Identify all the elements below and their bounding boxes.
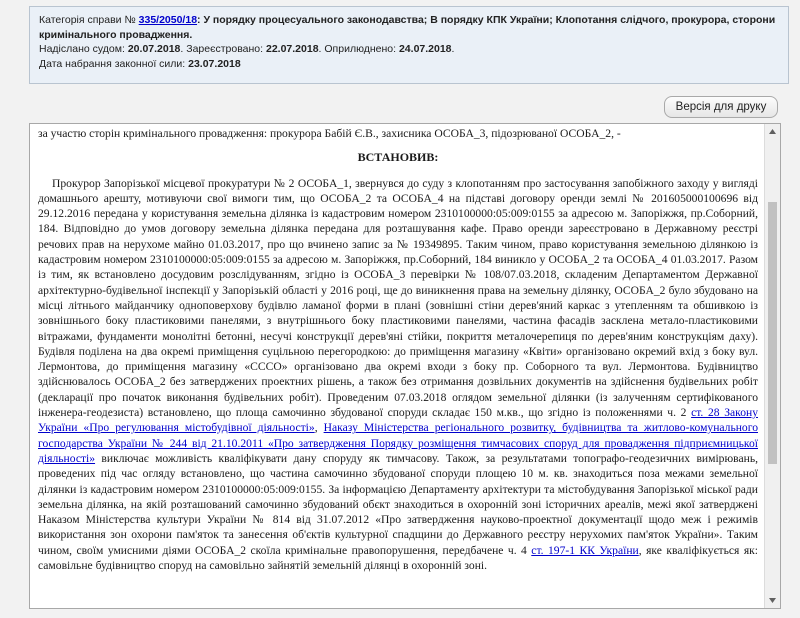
case-number-link[interactable]: 335/2050/18 <box>138 14 198 26</box>
paragraph-sep: , <box>314 421 324 435</box>
effective-date: 23.07.2018 <box>188 57 241 70</box>
sent-label: Надіслано судом: <box>39 43 125 55</box>
registered-date: 22.07.2018 <box>265 43 319 55</box>
scrollbar-thumb[interactable] <box>768 202 777 464</box>
vertical-scrollbar[interactable] <box>764 124 780 608</box>
main-paragraph <box>38 176 758 574</box>
scroll-up-arrow-icon[interactable] <box>765 124 780 139</box>
paragraph-text-c: , яке кваліфікується як: самовільне будівництво споруд на самовільно зайнятій земельній ділянці в охоронній зоні. <box>38 543 758 573</box>
registered-label: Зареєстровано: <box>186 43 264 55</box>
law-link-article-28[interactable]: ст. 28 Закону України «Про регулювання містобудівної діяльності» <box>38 406 758 435</box>
effective-label: Дата набрання законної сили: <box>39 57 186 70</box>
section-heading: ВСТАНОВИВ: <box>357 150 439 165</box>
paragraph-text-a: Прокурор Запорізької місцевої прокуратури № 2 ОСОБА_1, звернувся до суду з клопотанням про застосування запобіжного заходу у вигляді домашнього арешту, мотивуючи свої вимоги тим, що ОСОБА_2 та ОСОБА_4 на підставі договору оренди землі № 201605000100696 від 29.12.2016 передана у користування земельна ділянка із кадастровим номером 2310100000:05:009:0155 за адресою м. Запоріжжя, пр.Соборний, 184. Відповідно до умов договору земельна ділянка передана для розташування кафе. Право оренди зареєстровано в Державному реєстрі речових прав на нерухоме майно 01.03.2017, про що вчинено запис за № 19349895. Таким чином, право користування земельною ділянкою із кадастровим номером 2310100000:05:009:0155 за адресою м. Запоріжжя, пр.Соборний, 184 виникло у ОСОБА_2 та ОСОБА_4 01.03.2017. Разом із тим, як встановлено досудовим розслідуванням, згідно із ОСОБА_3 перевірки № 108/07.03.2018, складеним Департаментом Державної архітектурно-будівельної інспекції у Запорізькій області у 2016 році, ще до виникнення права на земельну ділянку, ОСОБА_2 було збудовано на місці літнього майданчику одноповерхову будівлю ламаної форми в плані (зовнішні стіни дерев'яний каркас з утепленням та обшивкою із зовнішнього боку пластиковими панелями, з внутрішнього боку пластиковими панелями, частина фасадів засклена метало-пластиковими вітражами, фундаменти монолітні бетонні, несучі конструкції дерев'яні стійки, покриття металочерепиця по дерев'яним конструкціям даху). Будівля поділена на два окремі приміщення суцільною перегородкою: до приміщення магазину «Квіти» організовано окремий вхід з боку вул. Лермонтова, до приміщення магазину «СССО» організовано два окремі входи з боку пр. Соборного та вул. Лермонтова. Будівництво здійснювалось ОСОБА_2 без затверджених проектних рішень, а також без отримання дозвільних документів на здійснення будівельних робіт (декларації про початок виконання будівельних робіт). Проведеним 07.03.2018 оглядом земельної ділянки (із залученням сертифікованого інженера-геодезиста) встановлено, що площа самочинно збудованої споруди складає 150 м.кв., що згідно із положеннями ч. 2 <box>38 176 758 420</box>
case-dates-line: Надіслано судом: 20.07.2018. Зареєстровано: 22.07.2018. Оприлюднено: 24.07.2018. <box>39 43 455 55</box>
order-link-244[interactable]: Наказу Міністерства регіонального розвитку, будівництва та житлово-комунального господарства України № 244 від 21.10.2011 «Про затвердження Порядку розміщення тимчасових споруд для провадження підприємницької діяльності» <box>38 421 758 465</box>
category-text: : У порядку процесуального законодавства; В порядку КПК України; Клопотання слідчого, прокурора, сторони кримінального провадження. <box>39 14 776 41</box>
effective-date-line <box>39 57 779 72</box>
case-info-panel <box>29 6 789 84</box>
case-category-line <box>39 13 779 42</box>
published-date: 24.07.2018 <box>398 43 452 55</box>
published-label: Оприлюднено: <box>324 43 397 55</box>
document-frame[interactable] <box>29 123 781 609</box>
intro-line: за участю сторін кримінального провадження: прокурора Бабій Є.В., захисника ОСОБА_3, підозрюваної ОСОБА_2, - <box>38 127 621 140</box>
scroll-down-arrow-icon[interactable] <box>765 593 780 608</box>
category-label: Категорія справи № <box>39 14 136 26</box>
print-version-button[interactable]: Версія для друку <box>664 96 778 118</box>
paragraph-text-b: виключає можливість кваліфікувати дану споруду як тимчасову. Також, за результатами топографо-геодезичних вимірювань, проведених під час огляду встановлено, що частина самочинно збудованої споруди площею 10 м. кв. знаходиться поза межами земельної ділянки із кадастровим номером 2310100000:05:009:0155. За інформацією Департаменту архітектури та містобудування Запорізької міської ради земельна ділянка, на якій розташований самочинно збудований обєкт знаходиться в охоронній зоні історичних ареалів, межі якої затверджені Наказом Міністерства культури України № 814 від 31.07.2012 «Про затвердження науково-проектної документації щодо меж і режимів використання зон охорони пам'яток та занесення об'єктів культурної спадщини до Державного реєстру нерухомих пам'яток України». Таким чином, своїм умисними діями ОСОБА_2 скоїла кримінальне правопорушення, передбачене ч. 4 <box>38 451 758 557</box>
sent-date: 20.07.2018 <box>127 43 181 55</box>
document-text <box>38 126 758 573</box>
criminal-code-link[interactable]: ст. 197-1 КК України <box>531 543 639 557</box>
